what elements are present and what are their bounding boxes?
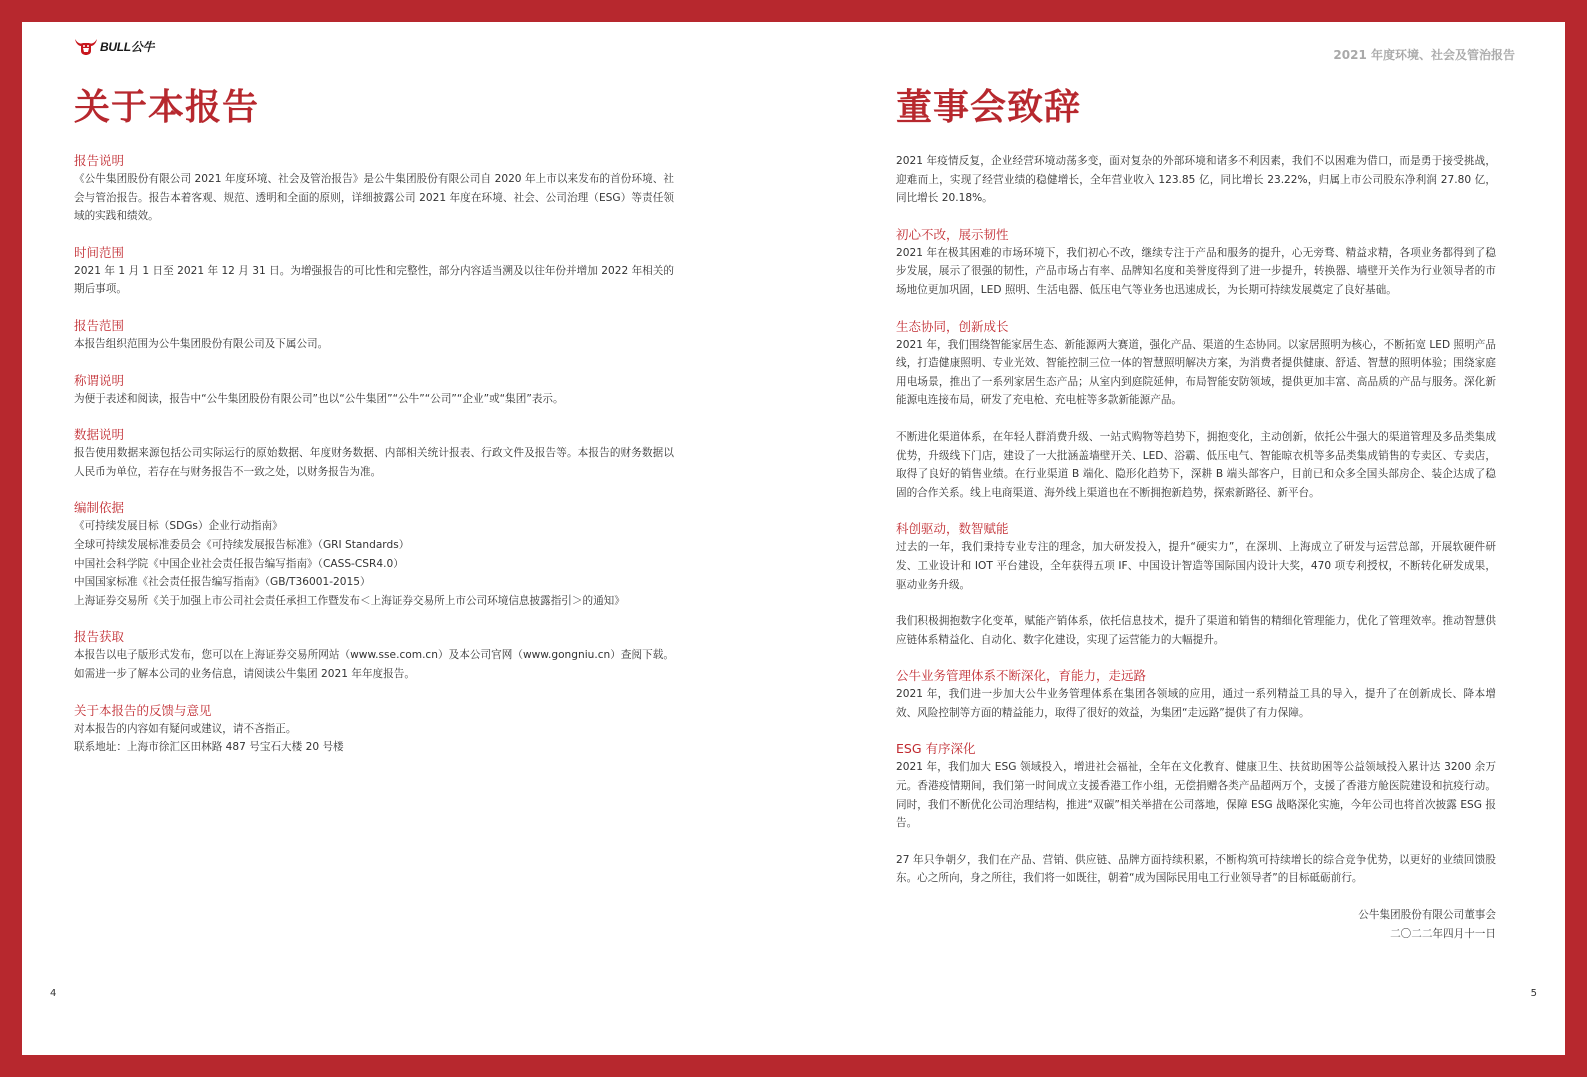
section-heading: 报告说明 [74,153,125,168]
chairman-statement-column [896,84,1496,944]
section-text: 本报告组织范围为公牛集团股份有限公司及下属公司。 [74,337,329,350]
section-heading: 初心不改，展示韧性 [896,226,1009,242]
page-title-left: 关于本报告 [74,87,260,128]
signature-block [896,906,1496,944]
intro-paragraph: 2021 年疫情反复，企业经营环境动荡多变，面对复杂的外部环境和诸多不利因素，我们不以困难为借口，而是勇于接受挑战，迎难而上，实现了经营业绩的稳健增长，全年营业收入 123.85 亿，同比增长 23.22%，归属上市公司股东净利润 27.80 亿，同比增长 20.18%。 [896,155,1496,205]
section-paragraph: 2021 年，我们围绕智能家居生态、新能源两大赛道，强化产品、渠道的生态协同。以家居照明为核心，不断拓宽 LED 照明产品线，打造健康照明、专业光效、智能控制三位一体的智慧照明解决方案，为消费者提供健康、舒适、智慧的照明体验；围绕家庭用电场景，推出了一系列家居生态产品；从室内到庭院延伸，布局智能安防领域，提供更加丰富、高品质的产品与服务。深化新能源电连接布局，研发了充电枪、充电桩等多款新能源产品。 [896,338,1496,407]
section-paragraph: 我们积极拥抱数字化变革，赋能产销体系，依托信息技术，提升了渠道和销售的精细化管理能力，优化了管理效率。推动智慧供应链体系精益化、自动化、数字化建设，实现了运营能力的大幅提升。 [896,615,1496,646]
section-ecosystem [896,318,1496,503]
about-report-column [74,84,674,775]
page-title-right: 董事会致辞 [896,87,1082,128]
section-text: 《公牛集团股份有限公司 2021 年度环境、社会及管治报告》是公牛集团股份有限公司自 2020 年上市以来发布的首份环境、社会与管治报告。报告本着客观、规范、透明和全面的原则，详细披露公司 2021 年度在环境、社会、公司治理（ESG）等责任领域的实践和绩效。 [74,173,674,223]
section-heading: 时间范围 [74,244,125,260]
section-text: 对本报告的内容如有疑问或建议，请不吝指正。 [74,722,297,735]
signature-org: 公牛集团股份有限公司董事会 [1358,909,1496,922]
section-report-description [74,152,674,226]
section-text: 为便于表述和阅读，报告中“公牛集团股份有限公司”也以“公牛集团”“公牛”“公司”“企业”或“集团”表示。 [74,392,564,405]
section-report-access [74,628,674,683]
section-paragraph: 2021 年在极其困难的市场环境下，我们初心不改，继续专注于产品和服务的提升，心无旁骛、精益求精，各项业务都得到了稳步发展，展示了很强的韧性，产品市场占有率、品牌知名度和美誉度得到了进一步提升，转换器、墙壁开关作为行业领导者的市场地位更加巩固，LED 照明、生活电器、低压电气等业务也迅速成长，为长期可持续发展奠定了良好基础。 [896,246,1496,296]
section-feedback [74,702,674,757]
logo-wordmark: BULL公牛 [100,39,155,54]
section-heading: 生态协同，创新成长 [896,318,1009,334]
section-resilience [896,226,1496,300]
signature-date: 二〇二二年四月十一日 [1390,928,1496,941]
section-text: 本报告以电子版形式发布，您可以在上海证券交易所网站（www.sse.com.cn）及本公司官网（www.gongniu.cn）查阅下载。如需进一步了解本公司的业务信息，请阅读公牛集团 2021 年年度报告。 [74,649,674,680]
section-innovation [896,520,1496,649]
reference-line: 中国国家标准《社会责任报告编写指南》（GB/T36001-2015） [74,576,371,589]
section-heading: 公牛业务管理体系不断深化，育能力，走远路 [896,668,1147,684]
section-text: 报告使用数据来源包括公司实际运行的原始数据、年度财务数据、内部相关统计报表、行政文件及报告等。本报告的财务数据以人民币为单位，若存在与财务报告不一致之处，以财务报告为准。 [74,447,674,478]
statement-intro [896,152,1496,208]
section-heading: 编制依据 [74,500,125,516]
report-header-title: 2021 年度环境、社会及管治报告 [1333,48,1515,62]
page-number-right: 5 [1530,988,1537,999]
section-heading: ESG 有序深化 [896,741,976,757]
reference-line: 《可持续发展目标（SDGs）企业行动指南》 [74,520,283,533]
bull-logo-icon [74,36,98,56]
section-heading: 关于本报告的反馈与意见 [74,702,212,718]
section-heading: 报告范围 [74,317,125,333]
section-report-scope [74,317,674,354]
page-number-left: 4 [50,988,57,999]
report-spread [22,22,1565,1055]
section-heading: 数据说明 [74,427,125,443]
section-paragraph: 不断进化渠道体系，在年轻人群消费升级、一站式购物等趋势下，拥抱变化，主动创新，依托公牛强大的渠道管理及多品类集成优势，升级线下门店，建设了一大批涵盖墙壁开关、LED、浴霸、低压电气、智能晾衣机等多品类集成销售的专卖区、专卖店，取得了良好的销售业绩。在行业渠道 B 端化、隐形化趋势下，深耕 B 端头部客户，目前已和众多全国头部房企、装企达成了稳固的合作关系。线上电商渠道、海外线上渠道也在不断拥抱新趋势，探索新路径、新平台。 [896,430,1496,499]
section-heading: 科创驱动，数智赋能 [896,521,1009,537]
contact-address: 联系地址：上海市徐汇区田林路 487 号宝石大楼 20 号楼 [74,741,344,754]
section-heading: 称谓说明 [74,372,125,388]
brand-logo [74,36,154,56]
section-text: 2021 年 1 月 1 日至 2021 年 12 月 31 日。为增强报告的可比性和完整性，部分内容适当溯及以往年份并增加 2022 年相关的期后事项。 [74,264,674,296]
section-esg [896,740,1496,888]
reference-line: 中国社会科学院《中国企业社会责任报告编写指南》（CASS-CSR4.0） [74,557,404,570]
reference-line: 上海证券交易所《关于加强上市公司社会责任承担工作暨发布＜上海证券交易所上市公司环境信息披露指引＞的通知》 [74,594,625,607]
section-terminology [74,372,674,409]
section-paragraph: 27 年只争朝夕，我们在产品、营销、供应链、品牌方面持续积累，不断构筑可持续增长的综合竞争优势，以更好的业绩回馈股东。心之所向，身之所往，我们将一如既往，朝着“成为国际民用电工行业领导者”的目标砥砺前行。 [896,853,1496,885]
section-paragraph: 2021 年，我们进一步加大公牛业务管理体系在集团各领域的应用，通过一系列精益工具的导入，提升了在创新成长、降本增效、风险控制等方面的精益能力，取得了很好的效益，为集团“走远路”提供了有力保障。 [896,688,1496,719]
section-paragraph: 过去的一年，我们秉持专业专注的理念，加大研发投入，提升“硬实力”，在深圳、上海成立了研发与运营总部，开展软硬件研发、工业设计和 IOT 平台建设，全年获得五项 IF、中国设计智造等国际国内设计大奖，470 项专利授权，不断转化研发成果，驱动业务升级。 [896,541,1496,591]
section-references [74,499,674,610]
section-management-system [896,667,1496,722]
section-heading: 报告获取 [74,629,125,645]
section-time-range [74,244,674,299]
section-data-description [74,426,674,481]
section-paragraph: 2021 年，我们加大 ESG 领域投入，增进社会福祉，全年在文化教育、健康卫生、扶贫助困等公益领域投入累计达 3200 余万元。香港疫情期间，我们第一时间成立支援香港工作小组，无偿捐赠各类产品超两万个，支援了香港方舱医院建设和抗疫行动。同时，我们不断优化公司治理结构，推进“双碳”相关举措在公司落地，保障 ESG 战略深化实施，今年公司也将首次披露 ESG 报告。 [896,761,1496,830]
reference-line: 全球可持续发展标准委员会《可持续发展报告标准》（GRI Standards） [74,538,410,551]
